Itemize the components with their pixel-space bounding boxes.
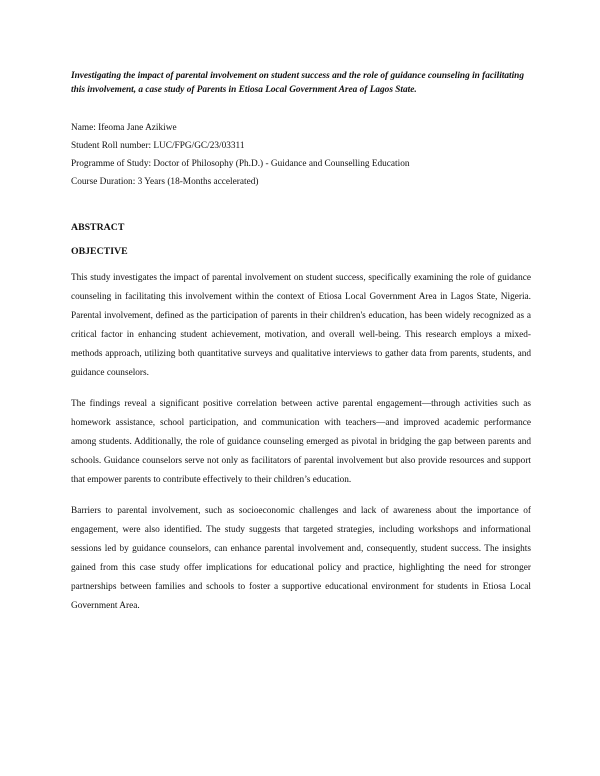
student-details — [71, 119, 531, 191]
course-duration: Course Duration: 3 Years (18-Months accelerated) — [71, 177, 259, 187]
student-name: Name: Ifeoma Jane Azikiwe — [71, 123, 177, 133]
student-roll-number: Student Roll number: LUC/FPG/GC/23/03311 — [71, 141, 245, 151]
abstract-paragraph: The findings reveal a significant positive correlation between active parental engagement—through activities such as homework assistance, school participation, and communication with teachers—and improved academic performance among students. Additionally, the role of guidance counseling emerged as pivotal in bridging the gap between parents and schools. Guidance counselors serve not only as facilitators of parental involvement but also provide resources and support that empower parents to contribute effectively to their children’s education. — [71, 399, 531, 485]
abstract-paragraph: Barriers to parental involvement, such as socioeconomic challenges and lack of awareness about the importance of engagement, were also identified. The study suggests that targeted strategies, including workshops and informational sessions led by guidance counselors, can enhance parental involvement and, consequently, student success. The insights gained from this case study offer implications for educational policy and practice, highlighting the need for stronger partnerships between families and schools to foster a supportive educational environment for students in Etiosa Local Government Area. — [71, 506, 531, 611]
document-content — [71, 70, 531, 616]
abstract-paragraph: This study investigates the impact of parental involvement on student success, specifically examining the role of guidance counseling in facilitating this involvement within the context of Etiosa Local Government Area in Lagos State, Nigeria. Parental involvement, defined as the participation of parents in their children's education, has been widely recognized as a critical factor in enhancing student achievement, motivation, and overall well-being. This research employs a mixed-methods approach, utilizing both quantitative surveys and qualitative interviews to gather data from parents, students, and guidance counselors. — [71, 273, 531, 378]
abstract-heading: ABSTRACT — [71, 222, 125, 233]
document-title: Investigating the impact of parental involvement on student success and the role of guidance counseling in facilitating this involvement, a case study of Parents in Etiosa Local Government Area of Lagos State. — [71, 71, 524, 95]
objective-heading: OBJECTIVE — [71, 246, 128, 257]
programme-of-study: Programme of Study: Doctor of Philosophy (Ph.D.) - Guidance and Counselling Education — [71, 159, 410, 169]
